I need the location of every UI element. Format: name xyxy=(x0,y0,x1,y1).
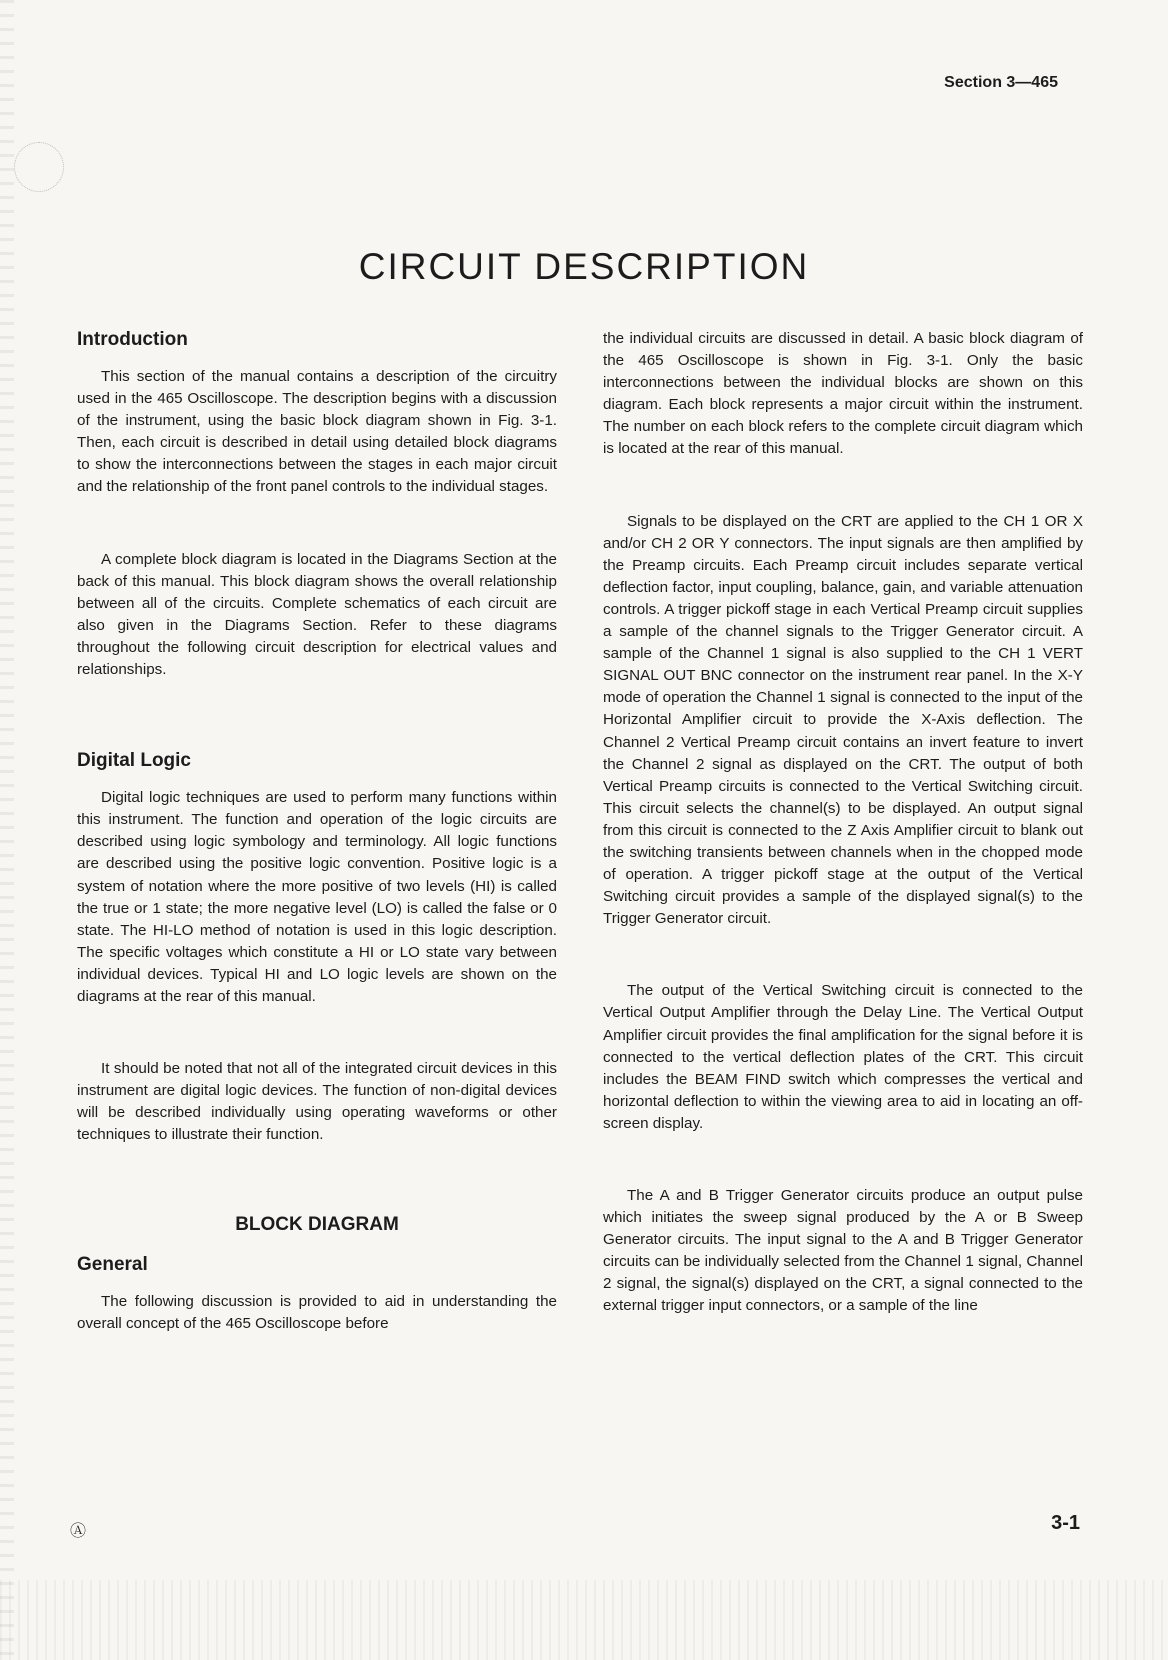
scan-noise xyxy=(0,1580,1168,1660)
digital-logic-paragraph-2: It should be noted that not all of the integrated circuit devices in this instrument are digital logic devices. The function of non-digital devices will be described individually using operating waveforms or other techniques to illustrate their function. xyxy=(77,1060,557,1144)
right-paragraph-1: the individual circuits are discussed in detail. A basic block diagram of the 465 Oscilloscope is shown in Fig. 3-1. Only the basic interconnections between the individual blocks are shown on this diagram. Each block represents a major circuit within the instrument. The number on each block refers to the complete circuit diagram which is located at the rear of this manual. xyxy=(603,330,1083,458)
introduction-paragraph-1: This section of the manual contains a description of the circuitry used in the 465 Oscilloscope. The description begins with a discussion of the instrument, using the basic block diagram shown in Fig. 3-1. Then, each circuit is described in detail using detailed block diagrams to show the interconnections between the stages in each major circuit and the relationship of the front panel controls to the individual stages. xyxy=(77,368,557,496)
scan-artifact xyxy=(14,142,64,192)
revision-mark: Ⓐ xyxy=(70,1523,87,1540)
page-title: CIRCUIT DESCRIPTION xyxy=(358,246,810,287)
general-heading: General xyxy=(77,1253,148,1275)
introduction-heading: Introduction xyxy=(77,329,188,350)
general-paragraph-1: The following discussion is provided to aid in understanding the overall concept of the 465 Oscilloscope before xyxy=(77,1292,557,1332)
right-column xyxy=(603,328,1083,1318)
left-column xyxy=(77,328,557,1335)
section-header: Section 3—465 xyxy=(944,74,1058,91)
right-paragraph-3: The output of the Vertical Switching circuit is connected to the Vertical Output Amplifier through the Delay Line. The Vertical Output Amplifier circuit provides the final amplification for the signal before it is connected to the vertical deflection plates of the CRT. This circuit includes the BEAM FIND switch which compresses the vertical and horizontal deflection to within the viewing area to aid in locating an off-screen display. xyxy=(603,982,1083,1132)
introduction-paragraph-2: A complete block diagram is located in the Diagrams Section at the back of this manual. This block diagram shows the overall relationship between all of the circuits. Complete schematics of each circuit are also given in the Diagrams Section. Refer to these diagrams throughout the following circuit description for electrical values and relationships. xyxy=(77,550,557,679)
digital-logic-paragraph-1: Digital logic techniques are used to perform many functions within this instrument. The function and operation of the logic circuits are described using logic symbology and terminology. All logic functions are described using the positive logic convention. Positive logic is a system of notation where the more positive of two levels (HI) is called the true or 1 state; the more negative level (LO) is called the false or 0 state. The HI-LO method of notation is used in this logic description. The specific voltages which constitute a HI or LO state vary between individual devices. Typical HI and LO logic levels are shown on the diagrams at the rear of this manual. xyxy=(77,789,557,1005)
block-diagram-heading: BLOCK DIAGRAM xyxy=(235,1214,399,1236)
right-paragraph-4: The A and B Trigger Generator circuits produce an output pulse which initiates the sweep signal produced by the A or B Sweep Generator circuits. The input signal to the A and B Trigger Generator circuits can be individually selected from the Channel 1 signal, Channel 2 signal, the signal(s) displayed on the CRT, a signal connected to the external trigger input connectors, or a sample of the line xyxy=(603,1187,1083,1315)
page-number: 3-1 xyxy=(1051,1512,1080,1534)
right-paragraph-2: Signals to be displayed on the CRT are applied to the CH 1 OR X and/or CH 2 OR Y connectors. The input signals are then amplified by the Preamp circuits. Each Preamp circuit includes separate vertical deflection factor, input coupling, balance, gain, and variable attenuation controls. A trigger pickoff stage in each Vertical Preamp circuit supplies a sample of the channel signals to the Trigger Generator circuit. A sample of the Channel 1 signal is also supplied to the CH 1 VERT SIGNAL OUT BNC connector on the instrument rear panel. In the X-Y mode of operation the Channel 1 signal is connected to the input of the Horizontal Amplifier circuit to provide the X-Axis deflection. The Channel 2 Vertical Preamp circuit contains an invert feature to invert the Channel 2 signal as displayed on the CRT. The output of both Vertical Preamp circuits is connected to the Vertical Switching circuit. This circuit selects the channel(s) to be displayed. An output signal from this circuit is connected to the Z Axis Amplifier circuit to blank out the switching transients between channels when in the chopped mode of operation. A trigger pickoff stage at the output of the Vertical Switching circuit provides a sample of the displayed signal(s) to the Trigger Generator circuit. xyxy=(603,512,1083,928)
digital-logic-heading: Digital Logic xyxy=(77,750,191,772)
